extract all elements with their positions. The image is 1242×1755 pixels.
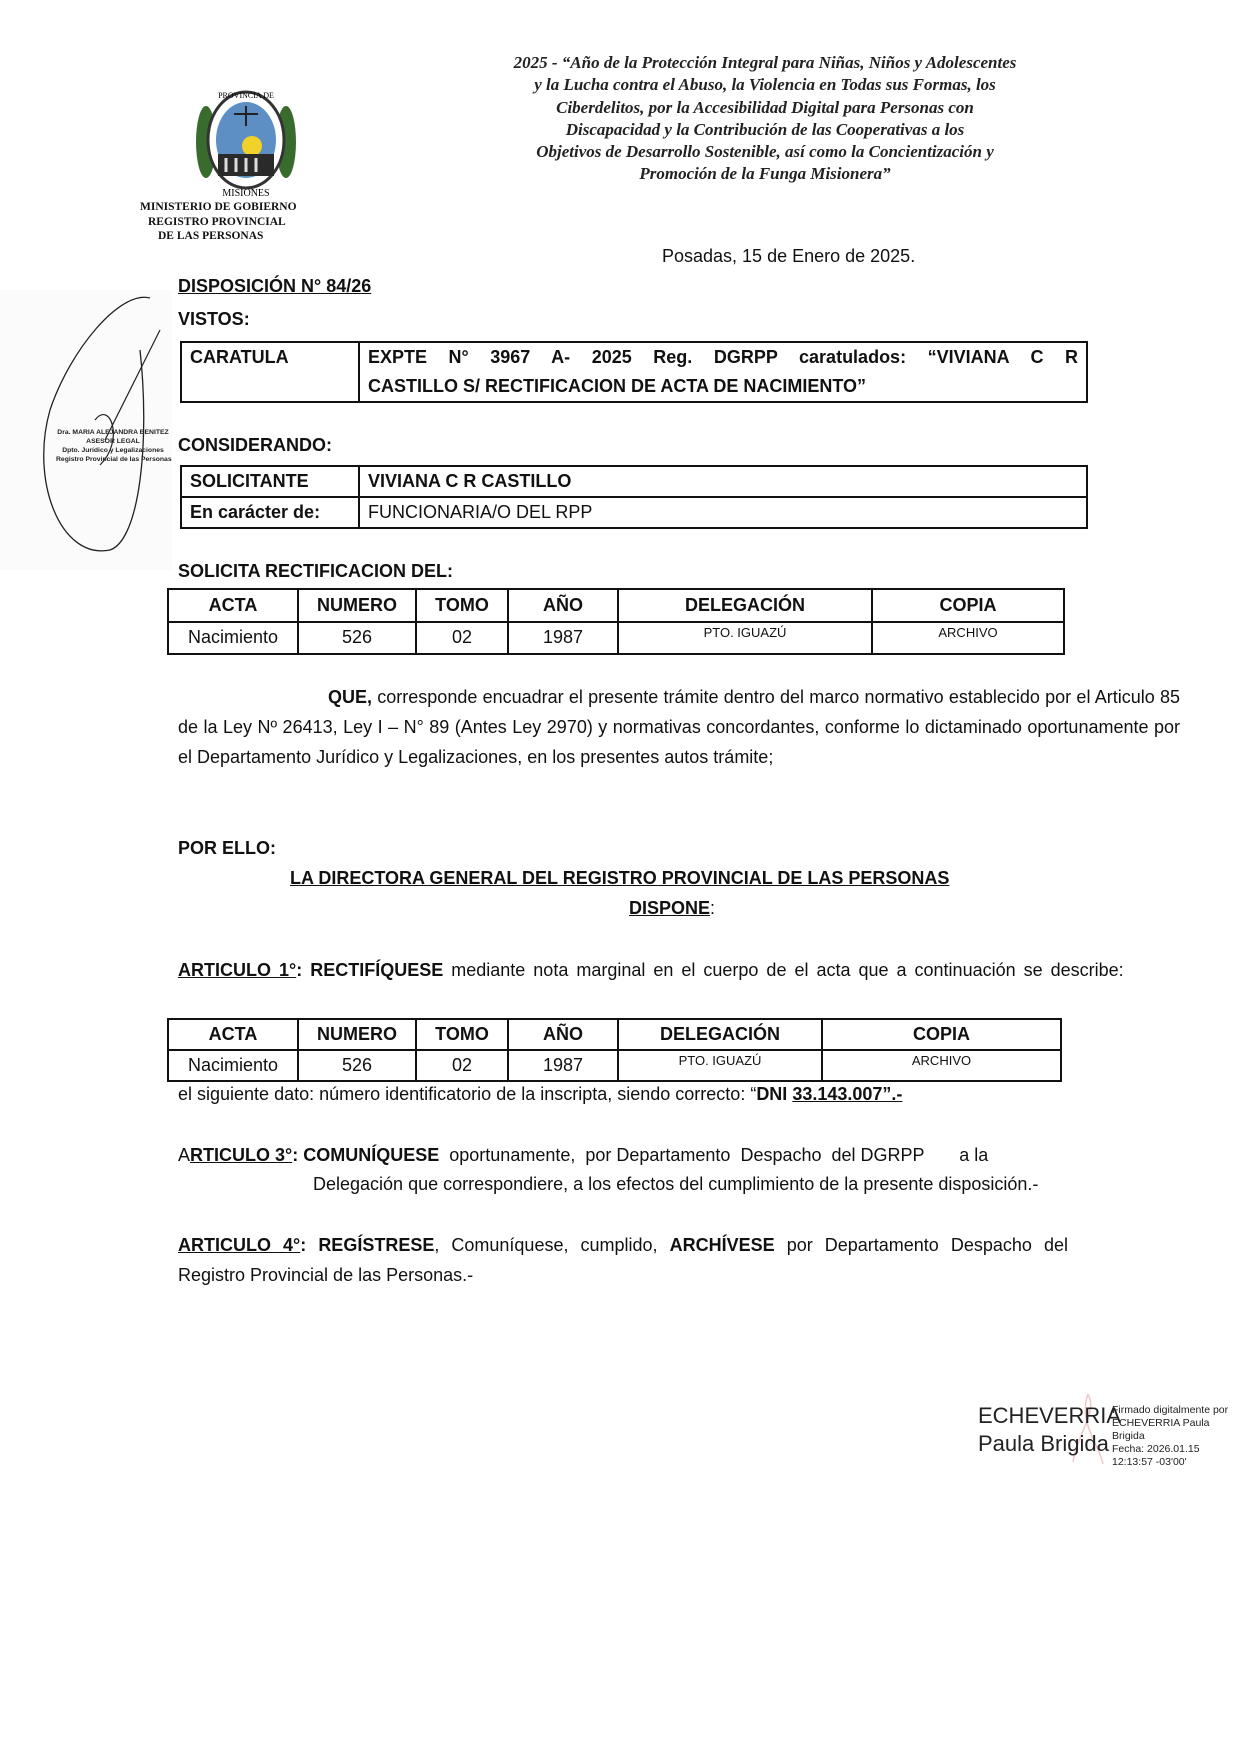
solicita-heading: SOLICITA RECTIFICACION DEL: [178,561,453,581]
article-colon: : [300,1235,307,1255]
cell: Nacimiento [168,622,298,655]
dni-label: DNI [756,1084,793,1104]
row-label: En carácter de: [181,497,359,528]
dni-value: 33.143.007”.- [792,1084,903,1104]
table-row [168,622,1064,655]
col-header: AÑO [508,589,618,622]
signature-meta-line: Fecha: 2026.01.15 [1112,1443,1200,1455]
cell: PTO. IGUAZÚ [618,1050,822,1081]
col-header: DELEGACIÓN [618,1019,822,1050]
signature-meta [1112,1404,1242,1469]
articulo-1 [178,955,1180,985]
ministry-line: MINISTERIO DE GOBIERNO [140,201,297,213]
stamp-line: Registro Provincial de las Personas [56,456,172,463]
motto-line: Discapacidad y la Contribución de las Cooperativas a los [565,119,965,139]
row-label: SOLICITANTE [181,466,359,497]
cell: 02 [416,622,508,655]
acta-table-rectified [167,1018,1062,1082]
stamp-line: Dra. MARIA ALEJANDRA BENITEZ [57,429,169,436]
article-verb: COMUNÍQUESE [303,1145,440,1165]
motto-line: 2025 - “Año de la Protección Integral para Niñas, Niños y Adolescentes [513,53,1017,72]
article-label: RTICULO 3° [190,1145,293,1165]
que-paragraph [178,682,1180,772]
motto-line: Ciberdelitos, por la Accesibilidad Digital para Personas con [556,97,974,117]
article-colon: : [292,1145,299,1165]
cell: 526 [298,622,416,655]
signer-name [978,1402,1121,1458]
row-value: FUNCIONARIA/O DEL RPP [359,497,1087,528]
ministry-block [140,200,340,244]
cell: ARCHIVO [872,622,1064,655]
article-text: oportunamente, por Departamento Despacho del DGRPP a la [449,1145,989,1165]
article-prefix: A [178,1145,191,1165]
ministry-line: DE LAS PERSONAS [158,230,264,242]
authority-heading: LA DIRECTORA GENERAL DEL REGISTRO PROVINCIAL DE LAS PERSONAS [290,868,950,888]
vistos-heading: VISTOS: [178,309,250,329]
col-header: TOMO [416,1019,508,1050]
table-row [168,1050,1061,1081]
article-label: ARTICULO 4° [178,1235,301,1255]
signature-meta-line: 12:13:57 -03'00' [1112,1456,1187,1468]
table-header-row [168,1019,1061,1050]
col-header: NUMERO [298,589,416,622]
col-header: AÑO [508,1019,618,1050]
cell: 526 [298,1050,416,1081]
rectified-data [178,1084,902,1105]
header-motto [440,52,1090,186]
signer-given-name: Paula Brigida [978,1431,1109,1456]
article-text: mediante nota marginal en el cuerpo de el acta que a continuación se describe: [451,960,1124,980]
row-value: VIVIANA C R CASTILLO [359,466,1087,497]
dispone-label: DISPONE [629,898,711,918]
seal-text: PROVINCIA DE [218,91,274,100]
motto-line: y la Lucha contra el Abuso, la Violencia en Todas sus Formas, los [534,75,996,95]
que-lead: QUE, [328,687,373,707]
table-header-row [168,589,1064,622]
table-row [181,497,1087,528]
cell: 02 [416,1050,508,1081]
stamp-line: Dpto. Jurídico y Legalizaciones [62,447,164,454]
cell: 1987 [508,622,618,655]
article-text: , Comuníquese, cumplido, [434,1235,670,1255]
articulo-4 [178,1230,1068,1290]
article-verb: REGÍSTRESE [318,1235,435,1255]
signature-meta-line: ECHEVERRIA Paula Brigida [1112,1417,1210,1442]
legal-advisor-stamp [0,290,172,570]
disposition-title: DISPOSICIÓN N° 84/26 [178,276,372,296]
cell: PTO. IGUAZÚ [618,622,872,655]
article-text: por Departamento Despacho del Registro Provincial de las Personas.- [178,1235,1068,1285]
place-date: Posadas, 15 de Enero de 2025. [662,246,916,266]
acta-table [167,588,1065,655]
caratula-line: EXPTE N° 3967 A- 2025 Reg. DGRPP caratulados: “VIVIANA C R [368,347,1078,367]
ministry-line: REGISTRO PROVINCIAL [148,215,286,228]
article-verb: RECTIFÍQUESE [310,960,444,980]
por-ello: POR ELLO: [178,838,276,858]
considerando-heading: CONSIDERANDO: [178,435,333,455]
col-header: COPIA [872,589,1064,622]
articulo-3 [178,1145,988,1166]
province-seal-icon [186,84,306,200]
col-header: NUMERO [298,1019,416,1050]
signer-surname: ECHEVERRIA [978,1403,1122,1428]
col-header: DELEGACIÓN [618,589,872,622]
considerando-table [180,465,1088,529]
que-text: corresponde encuadrar el presente trámite dentro del marco normativo establecido por el Articulo 85 de la Ley Nº 26413, Ley I – N° 89 (Antes Ley 2970) y normativas concordantes, conforme lo dictaminado oportunamente por el Departamento Jurídico y Legalizaciones, en los presentes autos trámite; [178,687,1180,767]
col-header: ACTA [168,1019,298,1050]
col-header: ACTA [168,589,298,622]
col-header: TOMO [416,589,508,622]
signature-meta-line: Firmado digitalmente por [1112,1404,1229,1416]
seal-text: MISIONES [222,188,270,199]
table-row [181,466,1087,497]
dispone-heading [629,898,715,919]
cell: 1987 [508,1050,618,1081]
dispone-colon: : [710,898,716,918]
caratula-line: CASTILLO S/ RECTIFICACION DE ACTA DE NACIMIENTO” [368,376,866,396]
motto-line: Promoción de la Funga Misionera” [639,164,891,184]
stamp-line: ASESOR LEGAL [86,438,140,445]
caratula-table [180,341,1088,403]
motto-line: Objetivos de Desarrollo Sostenible, así como la Concientización y [536,142,994,162]
article-colon: : [296,960,303,980]
rectified-text: el siguiente dato: número identificatorio de la inscripta, siendo correcto: “ [178,1084,757,1104]
article-verb: ARCHÍVESE [669,1235,775,1255]
article-label: ARTICULO 1° [178,960,297,980]
cell: ARCHIVO [822,1050,1061,1081]
cell: Nacimiento [168,1050,298,1081]
articulo-3-line2: Delegación que correspondiere, a los efectos del cumplimiento de la presente disposición.- [313,1174,1039,1194]
caratula-value [359,342,1087,402]
caratula-label: CARATULA [181,342,359,402]
col-header: COPIA [822,1019,1061,1050]
